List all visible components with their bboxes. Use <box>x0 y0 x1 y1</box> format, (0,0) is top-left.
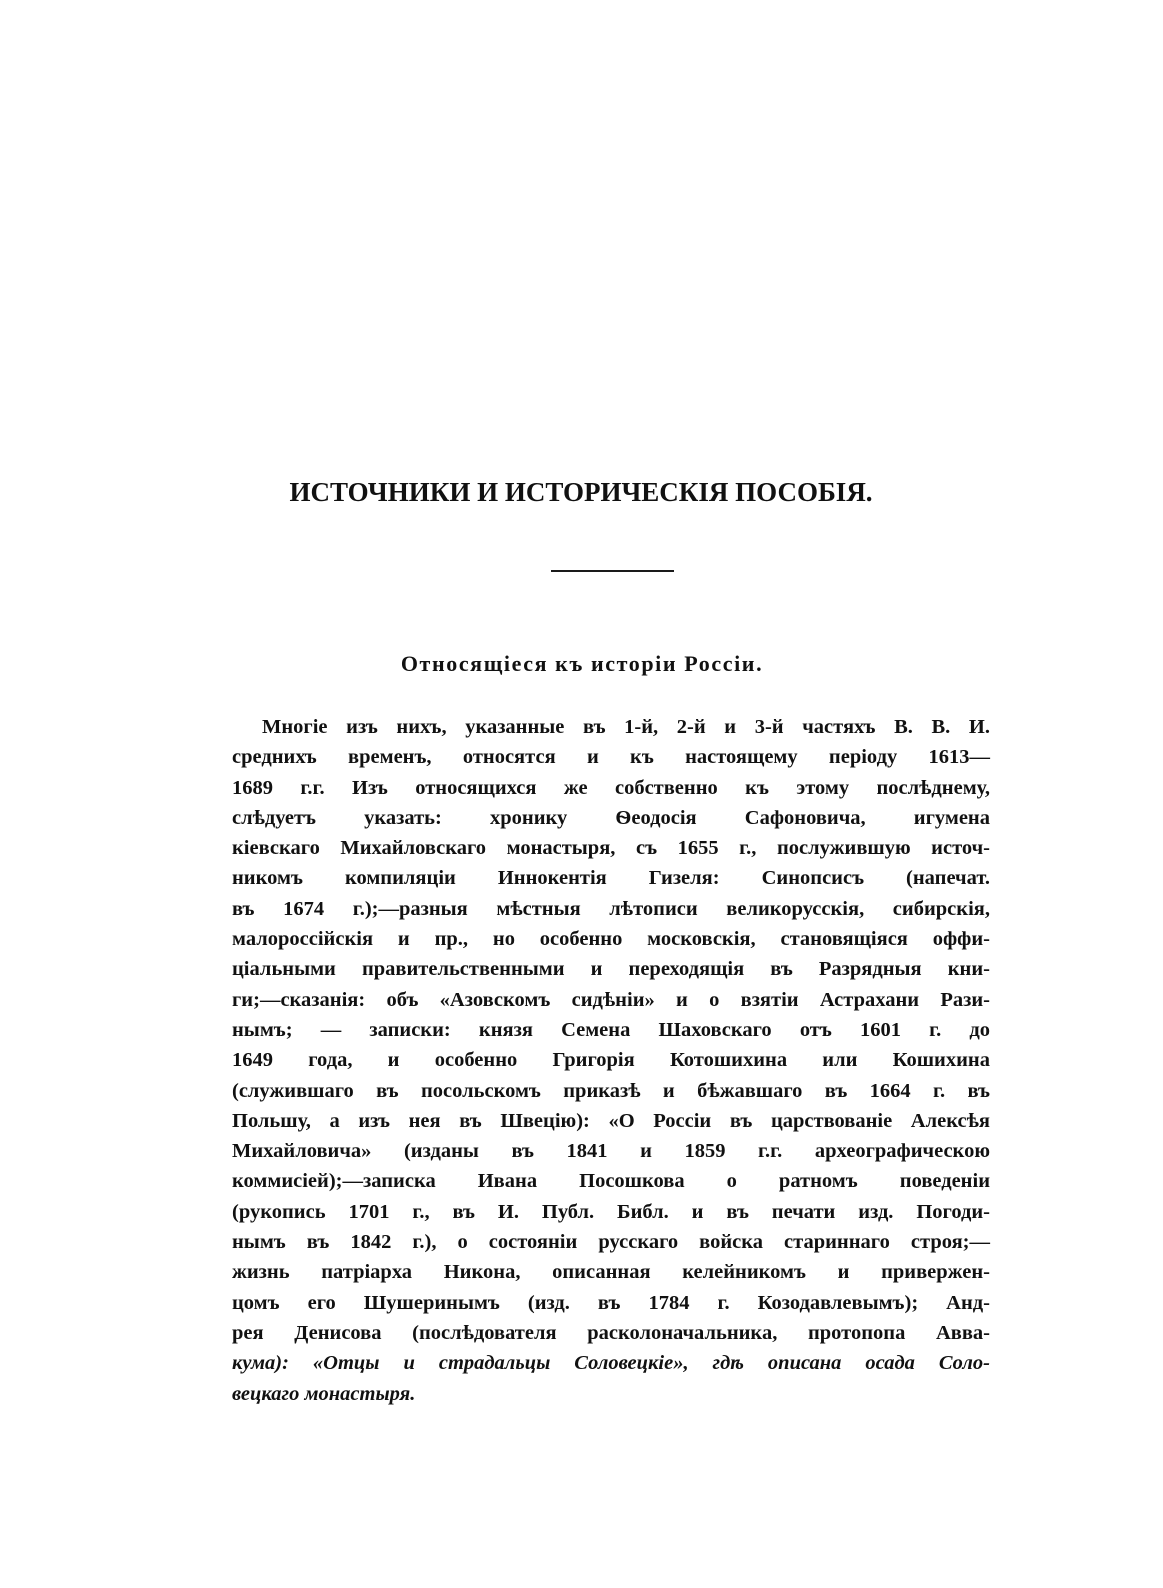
title-divider-rule <box>551 570 674 572</box>
text-line: кіевскаго Михайловскаго монастыря, съ 1655 г., послужившую источ- <box>232 837 990 860</box>
text-line: нымъ; — записки: князя Семена Шаховскаго отъ 1601 г. до <box>232 1018 990 1041</box>
text-line: никомъ компиляціи Иннокентія Гизеля: Синопсисъ (напечат. <box>232 867 990 890</box>
text-line: жизнь патріарха Никона, описанная келейникомъ и привержен- <box>232 1261 990 1284</box>
text-line: 1649 года, и особенно Григорія Котошихина или Кошихина <box>232 1049 990 1072</box>
text-line: среднихъ временъ, относятся и къ настоящему періоду 1613— <box>232 746 990 769</box>
text-line: цомъ его Шушеринымъ (изд. въ 1784 г. Козодавлевымъ); Анд- <box>232 1291 990 1314</box>
section-title: Относящіеся къ исторіи Россіи. <box>400 651 764 676</box>
text-line: Польшу, а изъ нея въ Швецію): «О Россіи въ царствованіе Алексѣя <box>232 1109 990 1132</box>
body-paragraph <box>232 712 990 1409</box>
chapter-title: ИСТОЧНИКИ И ИСТОРИЧЕСКІЯ ПОСОБІЯ. <box>289 477 873 507</box>
text-line: Многіе изъ нихъ, указанные въ 1-й, 2-й и 3-й частяхъ В. В. И. <box>262 716 990 738</box>
text-line: (рукопись 1701 г., въ И. Публ. Библ. и въ печати изд. Погоди- <box>232 1200 990 1223</box>
text-line: ги;—сказанія: объ «Азовскомъ сидѣніи» и о взятіи Астрахани Рази- <box>232 988 990 1011</box>
text-line: въ 1674 г.);—разныя мѣстныя лѣтописи великорусскія, сибирскія, <box>232 897 990 920</box>
text-line: рея Денисова (послѣдователя расколоначальника, протопопа Авва- <box>232 1321 990 1344</box>
text-line: Михайловича» (изданы въ 1841 и 1859 г.г. археографическою <box>232 1140 990 1163</box>
text-line: малороссійскія и пр., но особенно московскія, становящіяся оффи- <box>232 928 990 951</box>
text-line: нымъ въ 1842 г.), о состояніи русскаго войска стариннаго строя;— <box>232 1231 990 1254</box>
text-line: слѣдуетъ указать: хронику Ѳеодосія Сафоновича, игумена <box>232 806 990 829</box>
text-line: (служившаго въ посольскомъ приказѣ и бѣжавшаго въ 1664 г. въ <box>232 1079 990 1102</box>
text-line: 1689 г.г. Изъ относящихся же собственно къ этому послѣднему, <box>232 776 990 799</box>
text-line: кума): «Отцы и страдальцы Соловецкіе», гдѣ описана осада Соло- <box>232 1352 990 1375</box>
text-line: вецкаго монастыря. <box>232 1382 416 1405</box>
text-line: коммисіей);—записка Ивана Посошкова о ратномъ поведеніи <box>232 1170 990 1193</box>
text-line: ціальными правительственными и переходящія въ Разрядныя кни- <box>232 958 990 981</box>
